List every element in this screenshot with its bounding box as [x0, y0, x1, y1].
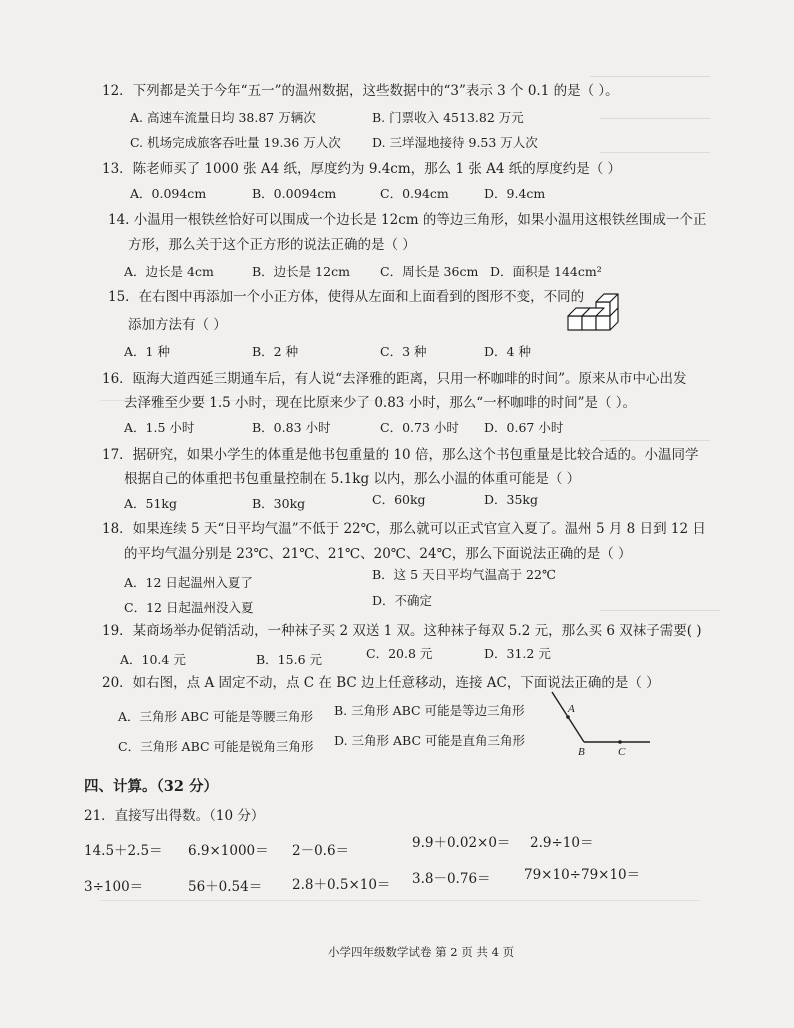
- q13-stem: 13．陈老师买了 1000 张 A4 纸，厚度约为 9.4cm，那么 1 张 A4 纸的厚度约是（ ）: [102, 161, 622, 177]
- q15-option-c[interactable]: C．3 种: [380, 344, 427, 359]
- q12-stem: 12．下列都是关于今年“五一”的温州数据，这些数据中的“3”表示 3 个 0.1 的是（ ）。: [102, 83, 619, 99]
- q14-option-c[interactable]: C．周长是 36cm: [380, 264, 479, 279]
- q20-option-b[interactable]: B. 三角形 ABC 可能是等边三角形: [334, 703, 525, 718]
- q20-option-a[interactable]: A．三角形 ABC 可能是等腰三角形: [118, 709, 313, 724]
- point-a: [566, 715, 570, 719]
- point-c: [618, 740, 622, 744]
- q18-line1: 18．如果连续 5 天“日平均气温”不低于 22℃，那么就可以正式官宣入夏了。温州 5 月 8 日到 12 日: [102, 521, 706, 537]
- calc-r1-c2: 6.9×1000＝: [188, 843, 269, 859]
- label-b: B: [578, 746, 585, 758]
- q14-option-a[interactable]: A．边长是 4cm: [124, 264, 214, 279]
- q21-heading: 21．直接写出得数。（10 分）: [84, 808, 265, 824]
- calc-r1-c3: 2－0.6＝: [292, 843, 350, 859]
- q18-option-b[interactable]: B．这 5 天日平均气温高于 22℃: [372, 567, 556, 582]
- q12-option-d[interactable]: D. 三垟湿地接待 9.53 万人次: [372, 135, 538, 150]
- q15-option-a[interactable]: A．1 种: [124, 344, 170, 359]
- q16-line2: 去泽雅至少要 1.5 小时，现在比原来少了 0.83 小时，那么“一杯咖啡的时间”是（ ）。: [124, 395, 637, 411]
- q15-line1: 15．在右图中再添加一个小正方体，使得从左面和上面看到的图形不变，不同的: [108, 289, 585, 305]
- calc-r2-c2: 56＋0.54＝: [188, 879, 263, 895]
- q12-option-b[interactable]: B. 门票收入 4513.82 万元: [372, 110, 524, 125]
- q18-option-a[interactable]: A．12 日起温州入夏了: [124, 575, 253, 590]
- q13-option-b[interactable]: B．0.0094cm: [252, 186, 337, 201]
- calc-r2-c4: 3.8－0.76＝: [412, 871, 491, 887]
- calc-r1-c1: 14.5＋2.5＝: [84, 843, 163, 859]
- q13-option-a[interactable]: A．0.094cm: [130, 186, 207, 201]
- q15-option-d[interactable]: D．4 种: [484, 344, 531, 359]
- q19-option-d[interactable]: D．31.2 元: [484, 646, 551, 661]
- q19-stem: 19．某商场举办促销活动，一种袜子买 2 双送 1 双。这种袜子每双 5.2 元，那么买 6 双袜子需要( ): [102, 623, 702, 639]
- q19-option-c[interactable]: C．20.8 元: [366, 646, 433, 661]
- q19-option-a[interactable]: A．10.4 元: [120, 652, 186, 667]
- page-footer: 小学四年级数学试卷 第 2 页 共 4 页: [328, 945, 515, 959]
- q16-option-b[interactable]: B．0.83 小时: [252, 420, 331, 435]
- q20-option-c[interactable]: C．三角形 ABC 可能是锐角三角形: [118, 739, 314, 754]
- q17-line1: 17．据研究，如果小学生的体重是他书包重量的 10 倍，那么这个书包重量是比较合适的。小温同学: [102, 447, 699, 463]
- q14-option-d[interactable]: D．面积是 144cm²: [490, 264, 602, 279]
- section-4-title: 四、计算。（32 分）: [84, 778, 218, 795]
- q14-option-b[interactable]: B．边长是 12cm: [252, 264, 350, 279]
- calc-r1-c5: 2.9÷10＝: [530, 835, 594, 851]
- q14-line1: 14. 小温用一根铁丝恰好可以围成一个边长是 12cm 的等边三角形，如果小温用这根铁丝围成一个正: [108, 212, 707, 228]
- q13-option-c[interactable]: C．0.94cm: [380, 186, 449, 201]
- q20-stem: 20．如右图，点 A 固定不动，点 C 在 BC 边上任意移动，连接 AC，下面说法正确的是（ ）: [102, 675, 660, 691]
- calc-r1-c4: 9.9＋0.02×0＝: [412, 835, 511, 851]
- calc-r2-c3: 2.8＋0.5×10＝: [292, 877, 391, 893]
- q12-option-a[interactable]: A. 高速车流量日均 38.87 万辆次: [130, 110, 316, 125]
- q15-option-b[interactable]: B．2 种: [252, 344, 299, 359]
- q15-line2: 添加方法有（ ）: [128, 317, 227, 333]
- q18-option-c[interactable]: C．12 日起温州没入夏: [124, 600, 254, 615]
- calc-r2-c5: 79×10÷79×10＝: [524, 867, 641, 883]
- q16-option-a[interactable]: A．1.5 小时: [124, 420, 195, 435]
- label-a: A: [568, 703, 575, 715]
- calc-r2-c1: 3÷100＝: [84, 879, 144, 895]
- q14-line2: 方形，那么关于这个正方形的说法正确的是（ ）: [128, 237, 416, 253]
- q13-option-d[interactable]: D．9.4cm: [484, 186, 546, 201]
- q17-line2: 根据自己的体重把书包重量控制在 5.1kg 以内，那么小温的体重可能是（ ）: [124, 471, 581, 487]
- q20-option-d[interactable]: D. 三角形 ABC 可能是直角三角形: [334, 733, 525, 748]
- q17-option-a[interactable]: A．51kg: [124, 496, 178, 511]
- q17-option-b[interactable]: B．30kg: [252, 496, 306, 511]
- q18-line2: 的平均气温分别是 23℃、21℃、21℃、20℃、24℃，那么下面说法正确的是（ ）: [124, 546, 632, 562]
- cube-arrangement-figure: [558, 290, 632, 346]
- label-c: C: [618, 746, 626, 758]
- q16-option-d[interactable]: D．0.67 小时: [484, 420, 564, 435]
- q12-option-c[interactable]: C. 机场完成旅客吞吐量 19.36 万人次: [130, 135, 341, 150]
- q17-option-c[interactable]: C．60kg: [372, 492, 426, 507]
- q16-option-c[interactable]: C．0.73 小时: [380, 420, 459, 435]
- q16-line1: 16．瓯海大道西延三期通车后，有人说“去泽雅的距离，只用一杯咖啡的时间”。原来从市中心出发: [102, 371, 687, 387]
- q19-option-b[interactable]: B．15.6 元: [256, 652, 322, 667]
- angle-abc-figure: [548, 690, 658, 760]
- q17-option-d[interactable]: D．35kg: [484, 492, 539, 507]
- q18-option-d[interactable]: D．不确定: [372, 593, 433, 608]
